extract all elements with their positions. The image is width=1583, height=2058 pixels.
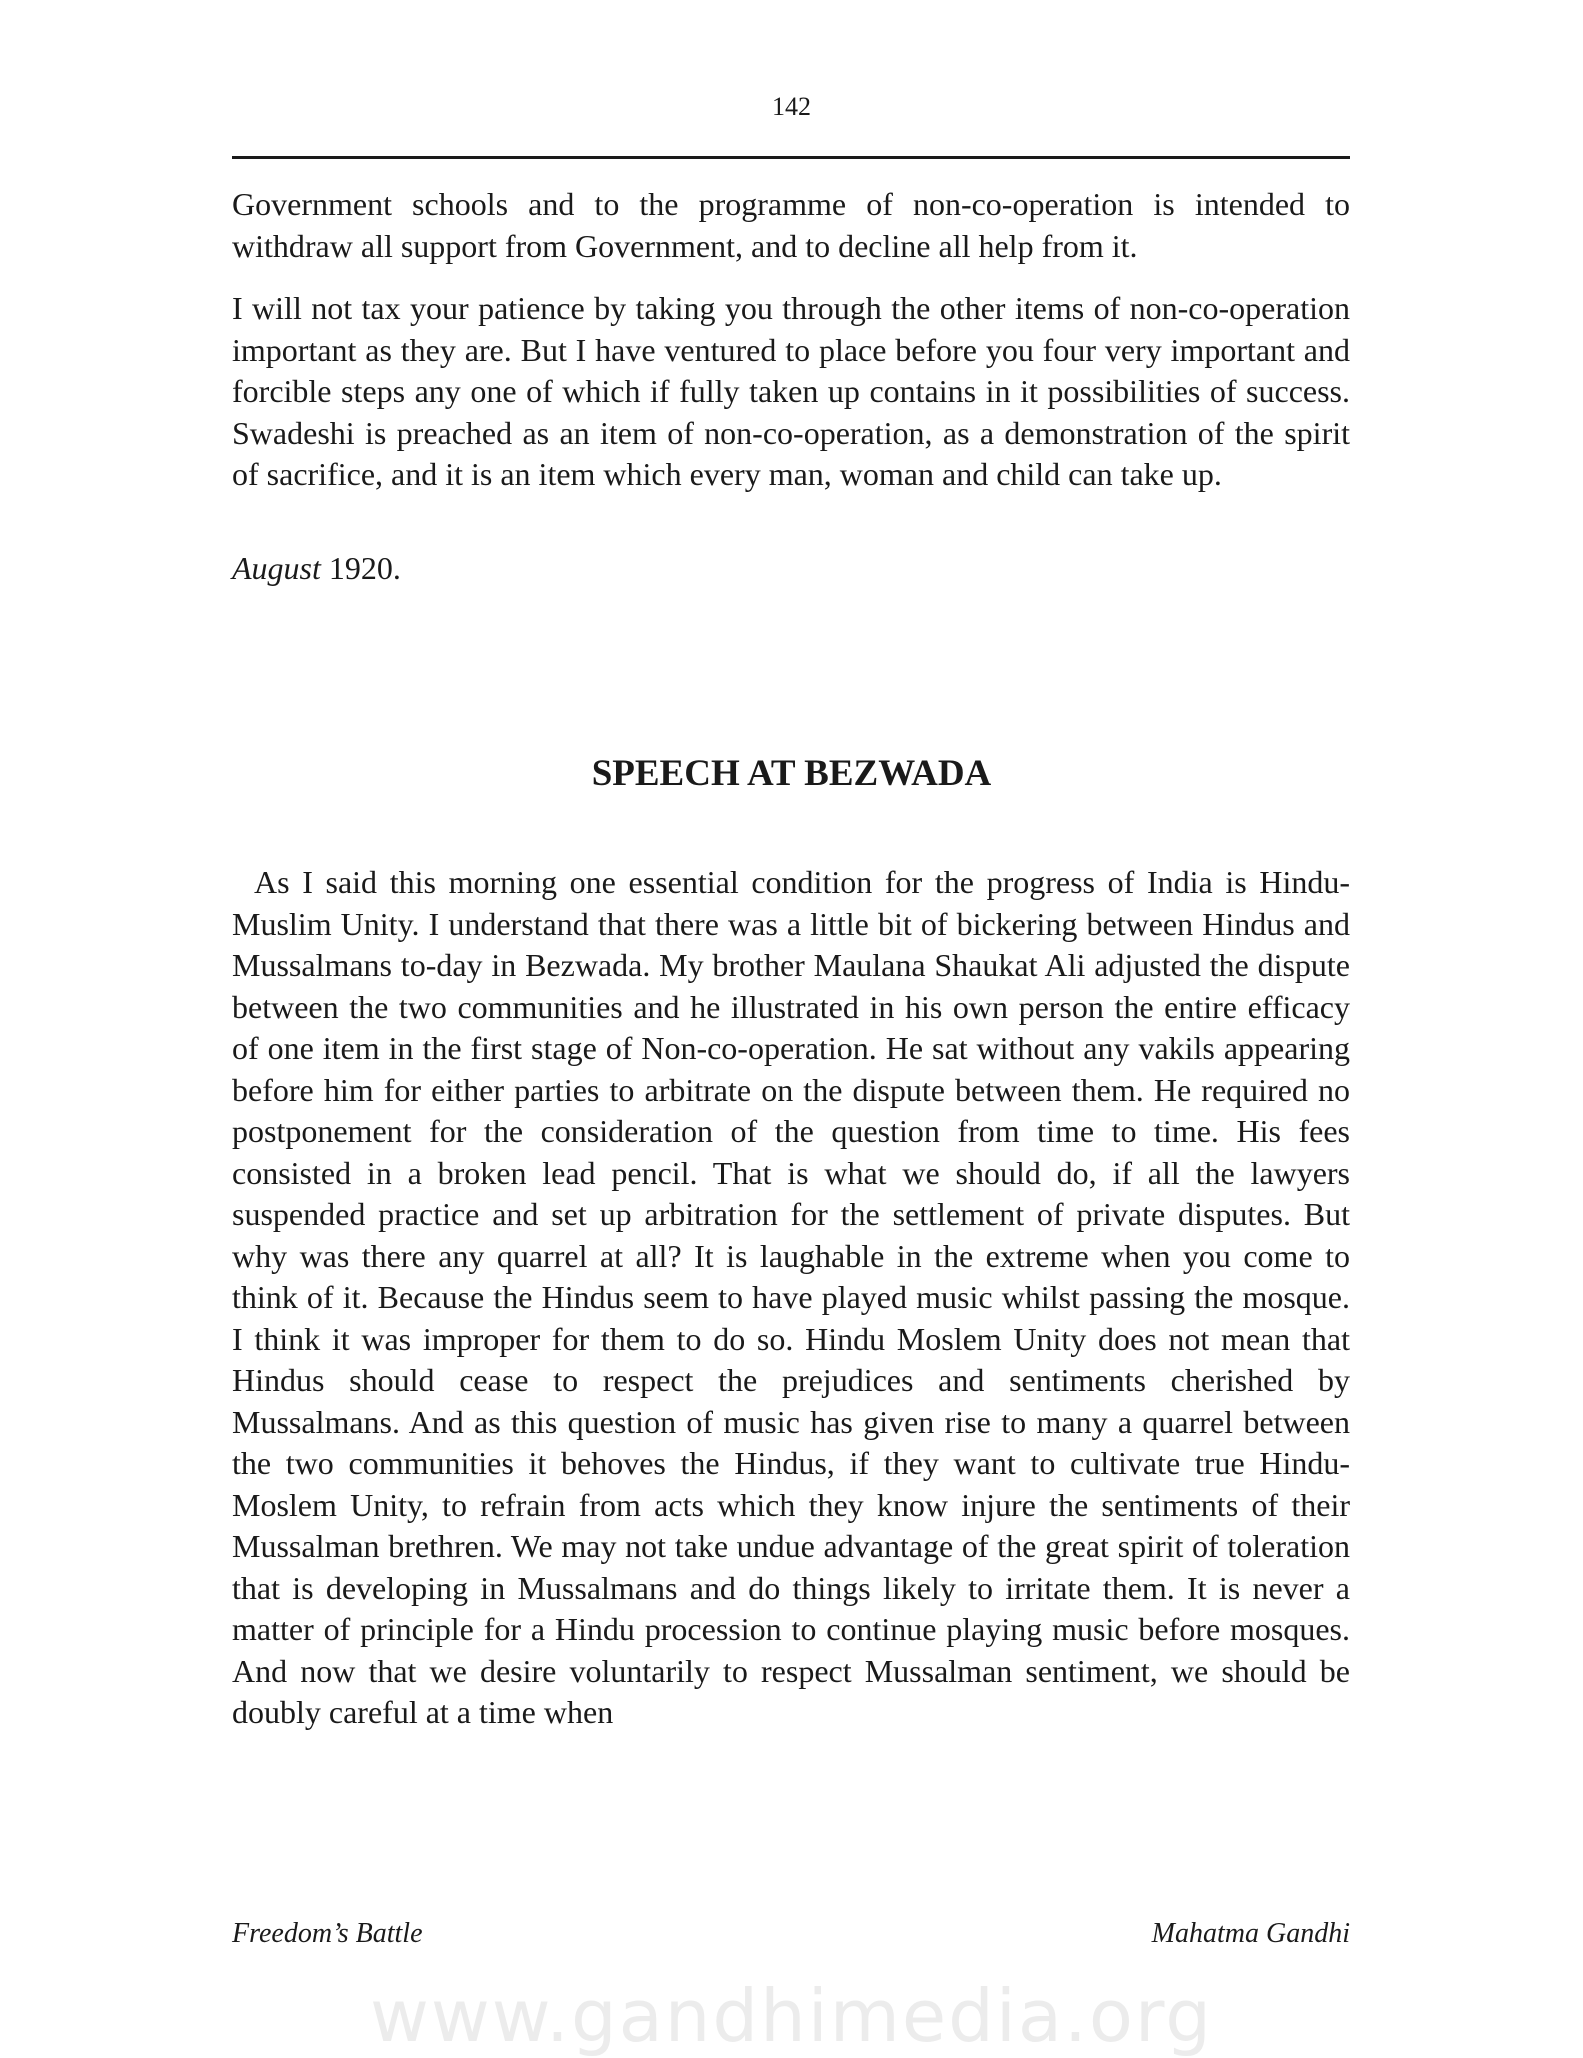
speech-body xyxy=(232,862,1350,1734)
page-number: 142 xyxy=(772,92,811,121)
paragraph-continuation xyxy=(232,184,1350,267)
section-heading: SPEECH AT BEZWADA xyxy=(591,753,992,794)
dateline-year: 1920. xyxy=(320,550,401,586)
footer-author: Mahatma Gandhi xyxy=(1151,1918,1350,1949)
dateline-month: August xyxy=(232,550,321,586)
watermark: www.gandhimedia.org xyxy=(370,1974,1213,2058)
header-rule xyxy=(232,156,1350,159)
paragraph-text: Government schools and to the programme of non-co-operation is intended to withdraw all support from Government, and to decline all help from it. xyxy=(232,186,1350,264)
footer-book-title: Freedom’s Battle xyxy=(232,1918,423,1949)
paragraph-text: I will not tax your patience by taking you through the other items of non-co-operation important as they are. But I have ventured to place before you four very important and forcible steps any one of which if fully taken up contains in it possibilities of success. Swadeshi is preached as an item of non-co-operation, as a demonstration of the spirit of sacrifice, and it is an item which every man, woman and child can take up. xyxy=(232,290,1350,492)
dateline xyxy=(232,548,1350,590)
paragraph-non-cooperation xyxy=(232,288,1350,496)
speech-paragraph: As I said this morning one essential condition for the progress of India is Hindu-Muslim Unity. I understand that there was a little bit of bickering between Hindus and Mussalmans to-day in Bezwada. My brother Maulana Shaukat Ali adjusted the dispute between the two communities and he illustrated in his own person the entire efficacy of one item in the first stage of Non-co-operation. He sat without any vakils appearing before him for either parties to arbitrate on the dispute between them. He required no postponement for the consideration of the question from time to time. His fees consisted in a broken lead pencil. That is what we should do, if all the lawyers suspended practice and set up arbitration for the settlement of private disputes. But why was there any quarrel at all? It is laughable in the extreme when you come to think of it. Because the Hindus seem to have played music whilst passing the mosque. I think it was improper for them to do so. Hindu Moslem Unity does not mean that Hindus should cease to respect the prejudices and sentiments cherished by Mussalmans. And as this question of music has given rise to many a quarrel between the two communities it behoves the Hindus, if they want to cultivate true Hindu-Moslem Unity, to refrain from acts which they know injure the sentiments of their Mussalman brethren. We may not take undue advantage of the great spirit of toleration that is developing in Mussalmans and do things likely to irritate them. It is never a matter of principle for a Hindu procession to continue playing music before mosques. And now that we desire voluntarily to respect Mussalman sentiment, we should be doubly careful at a time when xyxy=(232,864,1350,1730)
